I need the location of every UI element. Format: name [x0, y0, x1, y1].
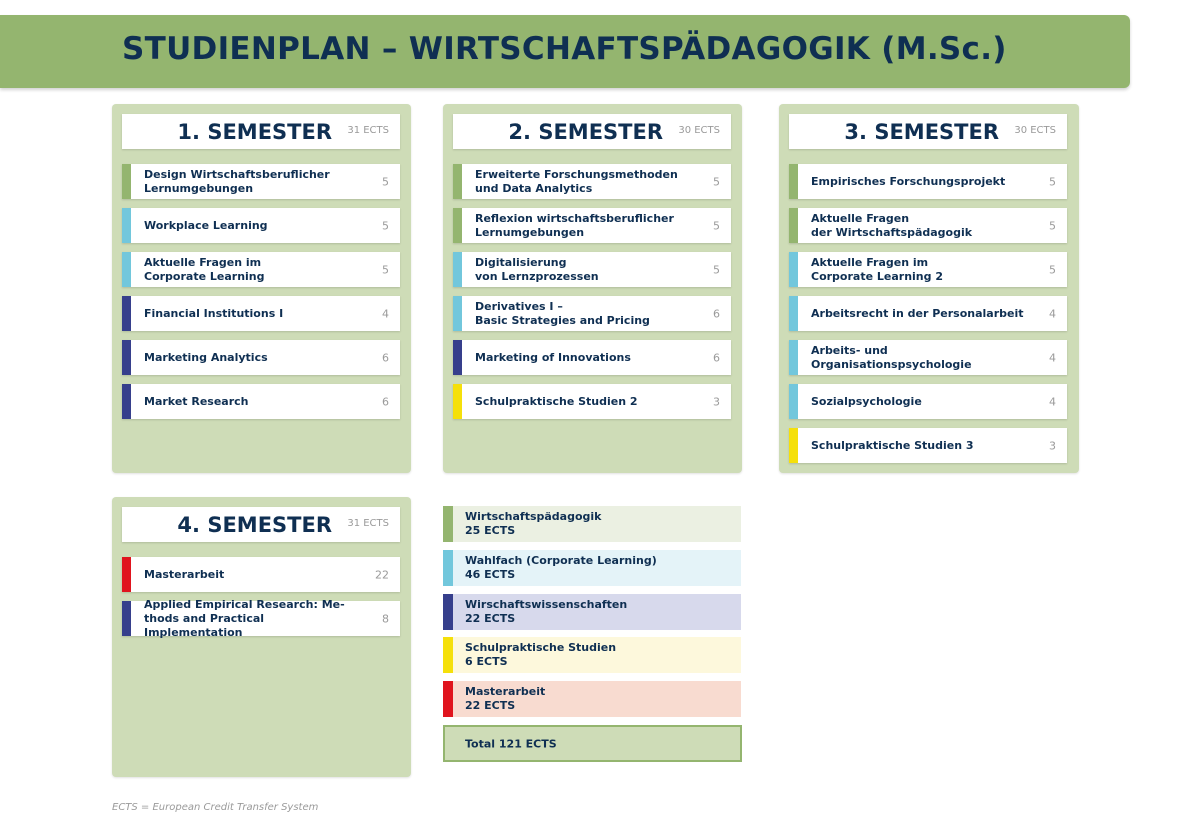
legend-label: Wirtschaftspädagogik 25 ECTS — [465, 510, 602, 537]
category-bar — [453, 384, 462, 419]
category-bar — [789, 296, 798, 331]
semester-title: 1. SEMESTER — [177, 120, 332, 144]
category-bar — [122, 164, 131, 199]
course-item — [789, 208, 1067, 243]
course-item — [453, 296, 731, 331]
course-name: Sozialpsychologie — [811, 394, 922, 408]
semester-ects: 30 ECTS — [678, 125, 720, 136]
course-item — [122, 557, 400, 592]
category-bar — [443, 506, 453, 542]
category-bar — [789, 340, 798, 375]
course-item — [122, 208, 400, 243]
course-name: Arbeits- und Organisationspsychologie — [811, 343, 972, 371]
course-ects: 5 — [713, 263, 720, 276]
legend-item — [443, 594, 741, 630]
semester-ects: 30 ECTS — [1014, 125, 1056, 136]
course-ects: 5 — [1049, 219, 1056, 232]
semester-title: 4. SEMESTER — [177, 513, 332, 537]
course-item — [122, 340, 400, 375]
course-name: Aktuelle Fragen im Corporate Learning — [144, 255, 265, 283]
course-item — [122, 597, 400, 639]
course-ects: 5 — [382, 219, 389, 232]
course-name: Financial Institutions I — [144, 306, 284, 320]
category-bar — [122, 252, 131, 287]
semester-4-header — [122, 507, 400, 542]
category-bar — [122, 601, 131, 636]
semester-title: 3. SEMESTER — [844, 120, 999, 144]
title-banner — [0, 15, 1130, 88]
legend-item — [443, 681, 741, 717]
category-bar — [453, 208, 462, 243]
category-bar — [122, 384, 131, 419]
course-ects: 4 — [1049, 307, 1056, 320]
course-ects: 5 — [713, 175, 720, 188]
course-name: Digitalisierung von Lernzprozessen — [475, 255, 599, 283]
course-ects: 3 — [1049, 439, 1056, 452]
legend-item — [443, 506, 741, 542]
course-item — [453, 340, 731, 375]
course-ects: 5 — [1049, 175, 1056, 188]
category-bar — [122, 296, 131, 331]
course-ects: 5 — [1049, 263, 1056, 276]
course-item — [789, 384, 1067, 419]
semester-1-header — [122, 114, 400, 149]
semester-title: 2. SEMESTER — [508, 120, 663, 144]
course-name: Schulpraktische Studien 3 — [811, 438, 974, 452]
course-name: Derivatives I – Basic Strategies and Pricing — [475, 299, 650, 327]
semester-1-panel — [112, 104, 411, 473]
course-name: Workplace Learning — [144, 218, 268, 232]
legend-label: Wirschaftswissenschaften 22 ECTS — [465, 598, 628, 625]
course-ects: 4 — [1049, 395, 1056, 408]
course-item — [789, 252, 1067, 287]
course-name: Erweiterte Forschungsmethoden und Data Analytics — [475, 167, 678, 195]
course-ects: 6 — [713, 351, 720, 364]
category-bar — [443, 550, 453, 586]
category-bar — [122, 557, 131, 592]
course-name: Reflexion wirtschaftsberuflicher Lernumgebungen — [475, 211, 674, 239]
course-ects: 5 — [382, 175, 389, 188]
course-ects: 4 — [382, 307, 389, 320]
category-bar — [122, 340, 131, 375]
category-bar — [453, 296, 462, 331]
course-ects: 5 — [713, 219, 720, 232]
course-name: Applied Empirical Research: Me- thods and Practical Implementation — [144, 597, 345, 639]
legend-label: Wahlfach (Corporate Learning) 46 ECTS — [465, 554, 657, 581]
category-bar — [453, 340, 462, 375]
course-item — [453, 384, 731, 419]
category-bar — [443, 594, 453, 630]
course-name: Marketing of Innovations — [475, 350, 631, 364]
total-ects-label: Total 121 ECTS — [465, 737, 557, 750]
course-ects: 22 — [375, 568, 389, 581]
course-item — [453, 164, 731, 199]
course-item — [789, 164, 1067, 199]
category-bar — [789, 428, 798, 463]
course-ects: 6 — [382, 351, 389, 364]
legend-item — [443, 550, 741, 586]
course-item — [122, 296, 400, 331]
semester-4-panel — [112, 497, 411, 777]
course-ects: 6 — [713, 307, 720, 320]
course-name: Aktuelle Fragen der Wirtschaftspädagogik — [811, 211, 973, 239]
category-bar — [789, 164, 798, 199]
legend-item — [443, 637, 741, 673]
category-bar — [789, 252, 798, 287]
course-item — [122, 164, 400, 199]
course-name: Marketing Analytics — [144, 350, 268, 364]
course-name: Design Wirtschaftsberuflicher Lernumgebungen — [144, 167, 330, 195]
course-ects: 8 — [382, 612, 389, 625]
total-ects-box — [443, 725, 742, 762]
course-name: Arbeitsrecht in der Personalarbeit — [811, 306, 1024, 320]
course-name: Empirisches Forschungsprojekt — [811, 174, 1006, 188]
course-item — [789, 340, 1067, 375]
semester-ects: 31 ECTS — [347, 125, 389, 136]
course-item — [122, 252, 400, 287]
category-bar — [443, 681, 453, 717]
course-item — [453, 252, 731, 287]
page-title: STUDIENPLAN – WIRTSCHAFTSPÄDAGOGIK (M.Sc.) — [122, 31, 1007, 67]
course-name: Masterarbeit — [144, 567, 225, 581]
semester-2-panel — [443, 104, 742, 473]
category-bar — [789, 384, 798, 419]
category-bar — [443, 637, 453, 673]
course-item — [789, 428, 1067, 463]
course-item — [453, 208, 731, 243]
legend-label: Schulpraktische Studien 6 ECTS — [465, 641, 617, 668]
course-ects: 3 — [713, 395, 720, 408]
course-name: Aktuelle Fragen im Corporate Learning 2 — [811, 255, 943, 283]
course-ects: 4 — [1049, 351, 1056, 364]
course-name: Schulpraktische Studien 2 — [475, 394, 638, 408]
legend-label: Masterarbeit 22 ECTS — [465, 685, 546, 712]
course-ects: 6 — [382, 395, 389, 408]
semester-3-header — [789, 114, 1067, 149]
semester-3-panel — [779, 104, 1079, 473]
course-item — [122, 384, 400, 419]
category-bar — [789, 208, 798, 243]
footnote: ECTS = European Credit Transfer System — [112, 802, 319, 813]
category-bar — [122, 208, 131, 243]
category-bar — [453, 164, 462, 199]
category-bar — [453, 252, 462, 287]
course-name: Market Research — [144, 394, 249, 408]
semester-ects: 31 ECTS — [347, 518, 389, 529]
course-item — [789, 296, 1067, 331]
course-ects: 5 — [382, 263, 389, 276]
semester-2-header — [453, 114, 731, 149]
